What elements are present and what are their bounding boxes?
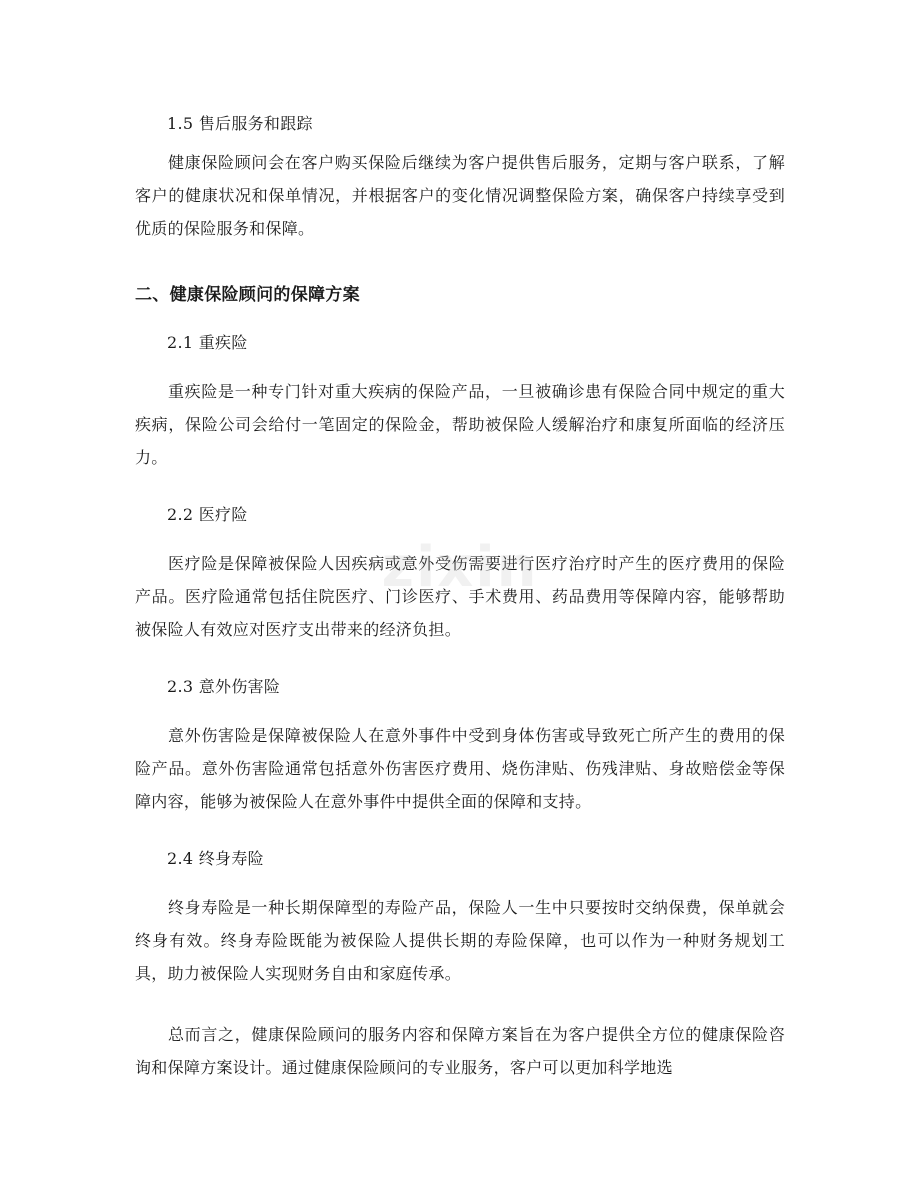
section-1-5-body: 健康保险顾问会在客户购买保险后继续为客户提供售后服务，定期与客户联系，了解客户的健康状况和保单情况，并根据客户的变化情况调整保险方案，确保客户持续享受到优质的保险服务和保障。 (135, 153, 785, 238)
section-1-5-heading: 1.5 售后服务和跟踪 (167, 114, 313, 133)
section-2-4-body: 终身寿险是一种长期保障型的寿险产品，保险人一生中只要按时交纳保费，保单就会终身有效。终身寿险既能为被保险人提供长期的寿险保障，也可以作为一种财务规划工具，助力被保险人实现财务自由和家庭传承。 (135, 898, 785, 983)
section-2-1-heading: 2.1 重疾险 (167, 333, 248, 352)
section-2-3-body: 意外伤害险是保障被保险人在意外事件中受到身体伤害或导致死亡所产生的费用的保险产品。意外伤害险通常包括意外伤害医疗费用、烧伤津贴、伤残津贴、身故赔偿金等保障内容，能够为被保险人在意外事件中提供全面的保障和支持。 (135, 726, 785, 811)
section-2-1-body: 重疾险是一种专门针对重大疾病的保险产品，一旦被确诊患有保险合同中规定的重大疾病，保险公司会给付一笔固定的保险金，帮助被保险人缓解治疗和康复所面临的经济压力。 (135, 382, 785, 467)
section-2-3-heading: 2.3 意外伤害险 (167, 677, 281, 696)
section-2-2-body: 医疗险是保障被保险人因疾病或意外受伤需要进行医疗治疗时产生的医疗费用的保险产品。医疗险通常包括住院医疗、门诊医疗、手术费用、药品费用等保障内容，能够帮助被保险人有效应对医疗支出带来的经济负担。 (135, 554, 785, 639)
section-2-title: 二、健康保险顾问的保障方案 (135, 285, 360, 305)
section-2-2-heading: 2.2 医疗险 (167, 505, 248, 524)
section-2-4-heading: 2.4 终身寿险 (167, 849, 264, 868)
watermark: zixin (381, 535, 539, 600)
summary-body: 总而言之，健康保险顾问的服务内容和保障方案旨在为客户提供全方位的健康保险咨询和保障方案设计。通过健康保险顾问的专业服务，客户可以更加科学地选 (135, 1025, 785, 1077)
